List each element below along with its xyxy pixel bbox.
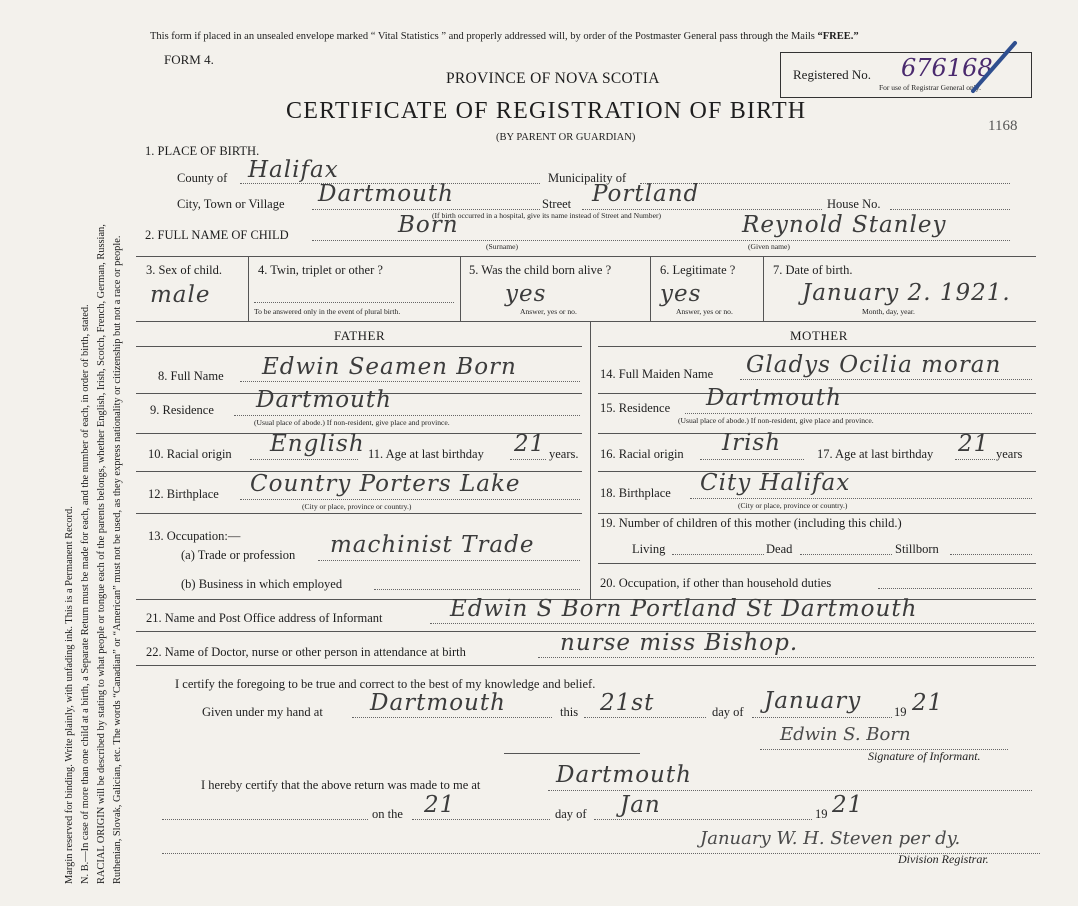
city-value: Dartmouth — [318, 181, 454, 207]
mother-racial-label: 16. Racial origin — [600, 447, 684, 461]
father-birthplace-label: 12. Birthplace — [148, 487, 219, 501]
registrar-year-prefix: 19 — [815, 807, 828, 821]
doctor-value: nurse miss Bishop. — [560, 630, 799, 656]
notice-vs: “ Vital Statistics ” — [370, 31, 447, 42]
registrar-signature: January W. H. Steven per dy. — [700, 828, 961, 849]
mother-name-label: 14. Full Maiden Name — [600, 367, 714, 381]
certify-day: 21st — [600, 690, 655, 716]
alive-label: 5. Was the child born alive ? — [469, 263, 612, 277]
signature-caption: Signature of Informant. — [868, 749, 981, 763]
father-birthplace-value: Country Porters Lake — [250, 471, 521, 497]
page-subtitle: (BY PARENT OR GUARDIAN) — [496, 132, 636, 143]
municipality-label: Municipality of — [548, 171, 627, 185]
county-value: Halifax — [248, 157, 339, 183]
province-heading: PROVINCE OF NOVA SCOTIA — [446, 70, 660, 87]
this-label: this — [560, 705, 579, 719]
registered-box — [780, 52, 1032, 98]
business-label: (b) Business in which employed — [181, 577, 343, 591]
mother-heading: MOTHER — [790, 328, 848, 343]
mother-birthplace-note: (City or place, province or country.) — [738, 501, 848, 510]
given-caption: (Given name) — [748, 242, 790, 251]
birth-date-note: Month, day, year. — [862, 307, 915, 316]
registrar-place: Dartmouth — [556, 762, 692, 788]
informant-label: 21. Name and Post Office address of Informant — [146, 611, 383, 625]
certify-month: January — [764, 688, 862, 714]
registrar-dayof-label: day of — [555, 807, 587, 821]
father-residence-value: Dartmouth — [256, 387, 392, 413]
registrar-month: Jan — [620, 792, 661, 818]
registrar-year: 21 — [832, 792, 864, 818]
legitimate-value: yes — [660, 281, 702, 307]
child-name-label: 2. FULL NAME OF CHILD — [145, 228, 289, 242]
registered-note: For use of Registrar General only. — [879, 83, 981, 92]
mother-age-label: 17. Age at last birthday — [817, 447, 934, 461]
check-mark-icon — [969, 39, 1019, 99]
notice-pre: This form if placed in an unsealed envelope marked — [150, 31, 369, 42]
place-heading: 1. PLACE OF BIRTH. — [145, 144, 260, 158]
mother-occupation-label: 20. Occupation, if other than household duties — [600, 576, 832, 590]
mother-name-value: Gladys Ocilia moran — [746, 352, 1002, 378]
father-occupation-label: 13. Occupation:— — [148, 529, 241, 543]
certify-dayof-label: day of — [712, 705, 744, 719]
street-label: Street — [542, 197, 572, 211]
father-age-label: 11. Age at last birthday — [368, 447, 484, 461]
notice-post: and properly addressed will, by order of the Postmaster General pass through the Mails — [448, 31, 815, 42]
mother-residence-label: 15. Residence — [600, 401, 671, 415]
twin-note: To be answered only in the event of plural birth. — [254, 307, 401, 316]
margin-text-1: Margin reserved for binding. Write plainly, with unfading ink. This is a Permanent Record. — [64, 506, 75, 884]
registered-label: Registered No. — [793, 67, 871, 82]
seal-line — [504, 753, 640, 754]
trade-value: machinist Trade — [330, 532, 535, 558]
on-the-label: on the — [372, 807, 403, 821]
mother-years-label: years — [996, 447, 1023, 461]
row3-bottom-rule — [136, 321, 1036, 322]
notice-free: “FREE.” — [817, 31, 859, 42]
father-years-label: years. — [549, 447, 579, 461]
father-racial-label: 10. Racial origin — [148, 447, 232, 461]
certify-place: Dartmouth — [370, 690, 506, 716]
page-mark: 1168 — [988, 118, 1018, 134]
sex-value: male — [150, 282, 211, 308]
alive-value: yes — [505, 281, 547, 307]
father-age-value: 21 — [514, 431, 546, 457]
informant-signature: Edwin S. Born — [780, 724, 911, 745]
father-racial-value: English — [270, 431, 365, 457]
margin-instructions — [62, 24, 132, 894]
hospital-note: (If birth occurred in a hospital, give its name instead of Street and Number) — [432, 211, 662, 220]
child-given-name: Reynold Stanley — [742, 212, 947, 238]
registered-number: 676168 — [901, 54, 993, 82]
child-surname: Born — [398, 212, 459, 238]
mother-age-value: 21 — [958, 431, 990, 457]
certify-year: 21 — [912, 690, 944, 716]
registrar-statement: I hereby certify that the above return was made to me at — [201, 778, 481, 792]
father-residence-label: 9. Residence — [150, 403, 214, 417]
father-birthplace-note: (City or place, province or country.) — [302, 502, 412, 511]
stillborn-label: Stillborn — [895, 542, 939, 556]
father-name-label: 8. Full Name — [158, 369, 224, 383]
county-label: County of — [177, 171, 228, 185]
form-number: FORM 4. — [164, 52, 214, 67]
father-abode-note: (Usual place of abode.) If non-resident, give place and province. — [254, 418, 450, 427]
mother-abode-note: (Usual place of abode.) If non-resident, give place and province. — [678, 416, 874, 425]
children-count-label: 19. Number of children of this mother (including this child.) — [600, 516, 902, 530]
twin-label: 4. Twin, triplet or other ? — [258, 263, 383, 277]
registrar-caption: Division Registrar. — [898, 852, 989, 866]
house-label: House No. — [827, 197, 881, 211]
city-label: City, Town or Village — [177, 197, 285, 211]
registrar-day: 21 — [424, 792, 456, 818]
surname-caption: (Surname) — [486, 242, 519, 251]
margin-text-2: N. B.—In case of more than one child at a birth, a Separate Return must be made for each, and the number of each, in order of birth, stated. — [80, 304, 91, 884]
certify-year-prefix: 19 — [894, 705, 907, 719]
row3-top-rule — [136, 256, 1036, 257]
doctor-label: 22. Name of Doctor, nurse or other person in attendance at birth — [146, 645, 466, 659]
father-heading: FATHER — [334, 328, 386, 343]
dead-label: Dead — [766, 542, 793, 556]
birth-date-label: 7. Date of birth. — [773, 263, 853, 277]
mother-residence-value: Dartmouth — [706, 385, 842, 411]
trade-label: (a) Trade or profession — [181, 548, 296, 562]
alive-note: Answer, yes or no. — [520, 307, 577, 316]
father-name-value: Edwin Seamen Born — [262, 354, 517, 380]
legitimate-note: Answer, yes or no. — [676, 307, 733, 316]
legitimate-label: 6. Legitimate ? — [660, 263, 736, 277]
parent-divider — [590, 321, 591, 599]
margin-text-3: RACIAL ORIGIN will be described by stating to what people or tongue each of the parents belongs, whether English, Irish, Scotch, French, German, Russian, — [96, 224, 107, 884]
living-label: Living — [632, 542, 666, 556]
certify-statement: I certify the foregoing to be true and correct to the best of my knowledge and belief. — [175, 677, 596, 691]
sex-label: 3. Sex of child. — [146, 263, 223, 277]
given-under-label: Given under my hand at — [202, 705, 323, 719]
mother-birthplace-label: 18. Birthplace — [600, 486, 671, 500]
informant-value: Edwin S Born Portland St Dartmouth — [450, 596, 918, 622]
page-title: CERTIFICATE OF REGISTRATION OF BIRTH — [286, 98, 807, 124]
birth-date-value: January 2. 1921. — [802, 280, 1011, 306]
margin-text-4: Ruthenian, Slovak, Galician, etc. The words “Canadian” or “American” must not be used, as they express nationality or citizenship but not a race or people. — [112, 235, 123, 884]
mother-birthplace-value: City Halifax — [700, 470, 851, 496]
street-value: Portland — [592, 181, 700, 207]
mother-racial-value: Irish — [722, 430, 782, 456]
postal-notice — [150, 31, 859, 42]
